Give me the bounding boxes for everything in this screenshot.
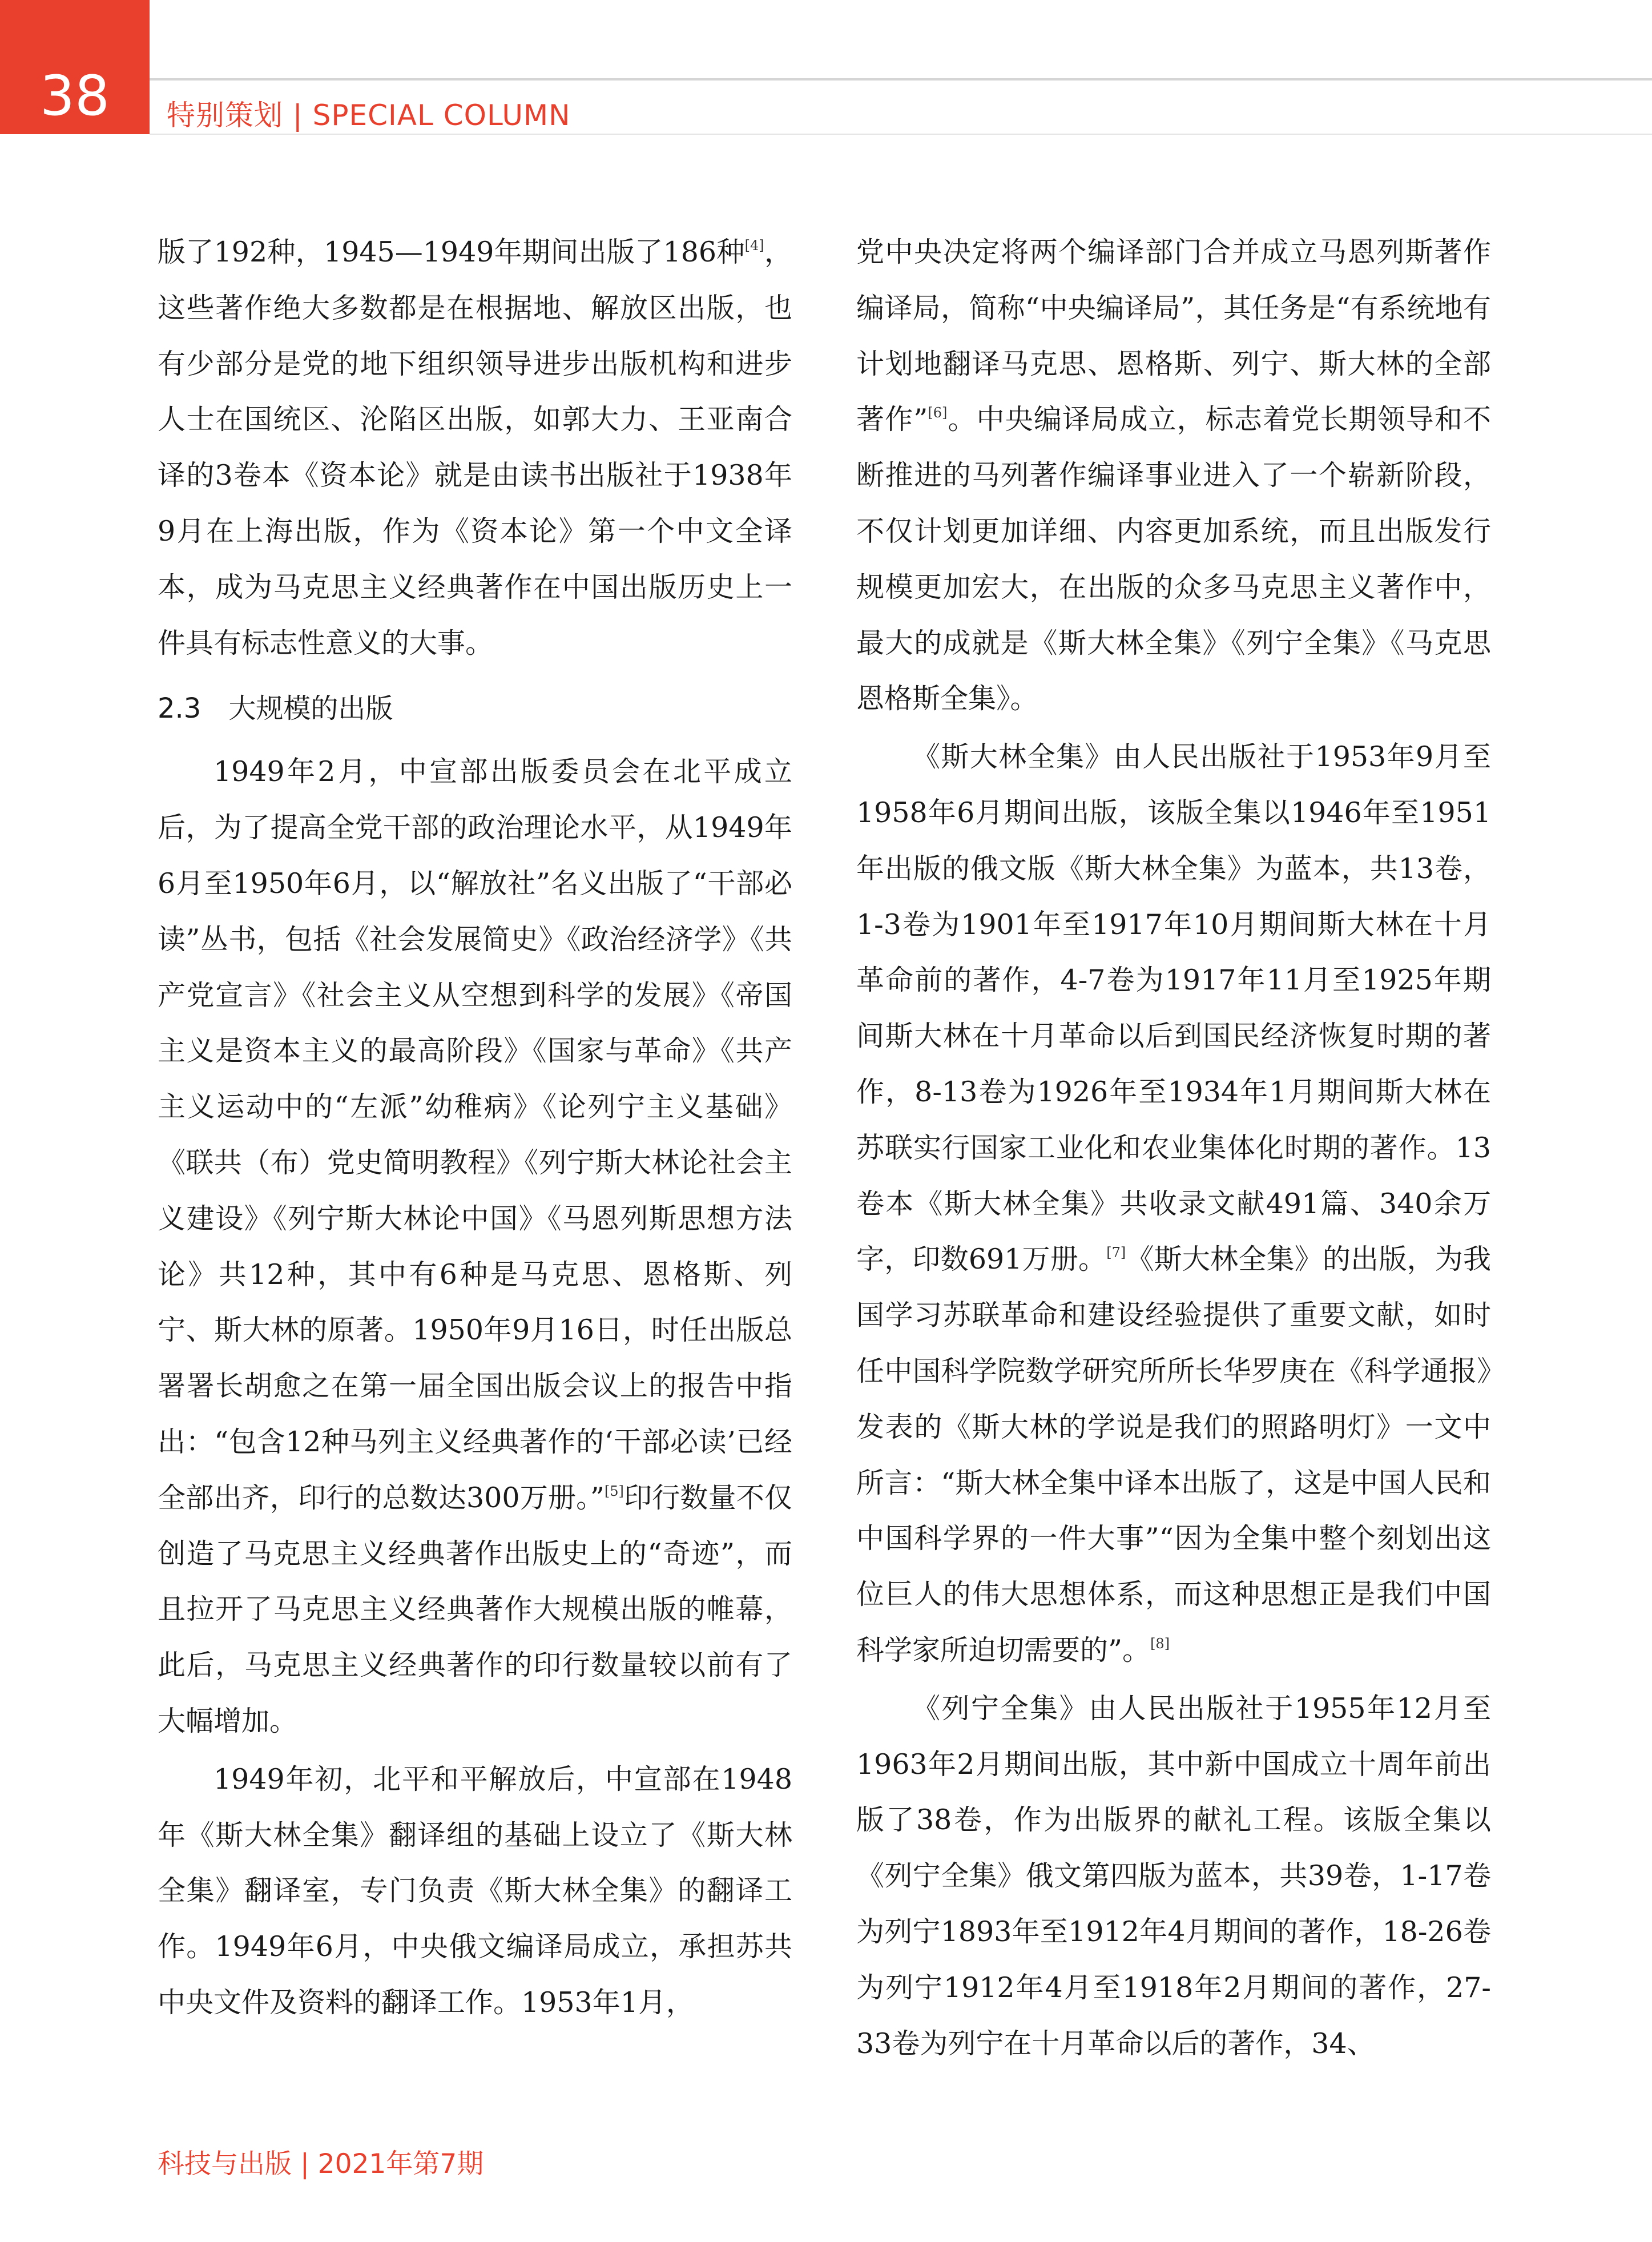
- page-number-block: [0, 0, 150, 134]
- paragraph: [856, 729, 1491, 1679]
- citation-ref: [4]: [744, 238, 764, 253]
- text-run: 版了192种，1945—1949年期间出版了186种: [158, 236, 745, 268]
- citation-ref: [6]: [928, 405, 948, 421]
- paragraph: [158, 744, 792, 1749]
- citation-ref: [7]: [1106, 1245, 1126, 1261]
- text-run: 《斯大林全集》由人民出版社于1953年9月至1958年6月期间出版，该版全集以1946年至1951年出版的俄文版《斯大林全集》为蓝本，共13卷，1-3卷为1901年至1917年10月期间斯大林在十月革命前的著作，4-7卷为1917年11月至1925年期间斯大林在十月革命以后到国民经济恢复时期的著作，8-13卷为1926年至1934年1月期间斯大林在苏联实行国家工业化和农业集体化时期的著作。13卷本《斯大林全集》共收录文献491篇、340余万字，印数691万册。: [856, 740, 1491, 1276]
- paragraph: 1949年初，北平和平解放后，中宣部在1948年《斯大林全集》翻译组的基础上设立了《斯大林全集》翻译室，专门负责《斯大林全集》的翻译工作。1949年6月，中央俄文编译局成立，承担苏共中央文件及资料的翻译工作。1953年1月，: [158, 1762, 792, 2019]
- text-run: 党中央决定将两个编译部门合并成立马恩列斯著作编译局，简称“中央编译局”，其任务是“有系统地有计划地翻译马克思、恩格斯、列宁、斯大林的全部著作”: [856, 236, 1491, 436]
- citation-ref: [5]: [604, 1483, 624, 1499]
- section-label: 特别策划 | SPECIAL COLUMN: [167, 99, 571, 132]
- text-run: 。中央编译局成立，标志着党长期领导和不断推进的马列著作编译事业进入了一个崭新阶段，不仅计划更加详细、内容更加系统，而且出版发行规模更加宏大，在出版的众多马克思主义著作中，最大的成就是《斯大林全集》《列宁全集》《马克思恩格斯全集》。: [856, 403, 1491, 715]
- section-heading: 2.3 大规模的出版: [158, 693, 393, 725]
- right-column: [856, 224, 1491, 2071]
- text-run: 印行数量不仅创造了马克思主义经典著作出版史上的“奇迹”，而且拉开了马克思主义经典著作大规模出版的帷幕，此后，马克思主义经典著作的印行数量较以前有了大幅增加。: [158, 1481, 792, 1737]
- page-number: 38: [39, 64, 110, 128]
- text-run: ，这些著作绝大多数都是在根据地、解放区出版，也有少部分是党的地下组织领导进步出版机构和进步人士在国统区、沦陷区出版，如郭大力、王亚南合译的3卷本《资本论》就是由读书出版社于1938年9月在上海出版，作为《资本论》第一个中文全译本，成为马克思主义经典著作在中国出版历史上一件具有标志性意义的大事。: [158, 236, 792, 659]
- footer-journal-info: 科技与出版 | 2021年第7期: [158, 2148, 484, 2180]
- left-column: [158, 224, 792, 2031]
- header-rule: [150, 78, 1652, 80]
- paragraph: [856, 224, 1491, 727]
- text-run: 1949年2月，中宣部出版委员会在北平成立后，为了提高全党干部的政治理论水平，从1949年6月至1950年6月，以“解放社”名义出版了“干部必读”丛书，包括《社会发展简史》《政治经济学》《共产党宣言》《社会主义从空想到科学的发展》《帝国主义是资本主义的最高阶段》《国家与革命》《共产主义运动中的“左派”幼稚病》《论列宁主义基础》《联共（布）党史简明教程》《列宁斯大林论社会主义建设》《列宁斯大林论中国》《马恩列斯思想方法论》共12种，其中有6种是马克思、恩格斯、列宁、斯大林的原著。1950年9月16日，时任出版总署署长胡愈之在第一届全国出版会议上的报告中指出：“包含12种马列主义经典著作的‘干部必读’已经全部出齐，印行的总数达300万册。”: [158, 755, 792, 1514]
- paragraph: [158, 224, 792, 671]
- text-run: 《斯大林全集》的出版，为我国学习苏联革命和建设经验提供了重要文献，如时任中国科学院数学研究所所长华罗庚在《科学通报》发表的《斯大林的学说是我们的照路明灯》一文中所言：“斯大林全集中译本出版了，这是中国人民和中国科学界的一件大事”“因为全集中整个刻划出这位巨人的伟大思想体系，而这种思想正是我们中国科学家所迫切需要的”。: [856, 1243, 1491, 1667]
- paragraph: 《列宁全集》由人民出版社于1955年12月至1963年2月期间出版，其中新中国成立十周年前出版了38卷，作为出版界的献礼工程。该版全集以《列宁全集》俄文第四版为蓝本，共39卷，1-17卷为列宁1893年至1912年4月期间的著作，18-26卷为列宁1912年4月至1918年2月期间的著作，27-33卷为列宁在十月革命以后的著作，34、: [856, 1692, 1491, 2060]
- header-bottom-rule: [150, 134, 1652, 135]
- citation-ref: [8]: [1150, 1635, 1170, 1652]
